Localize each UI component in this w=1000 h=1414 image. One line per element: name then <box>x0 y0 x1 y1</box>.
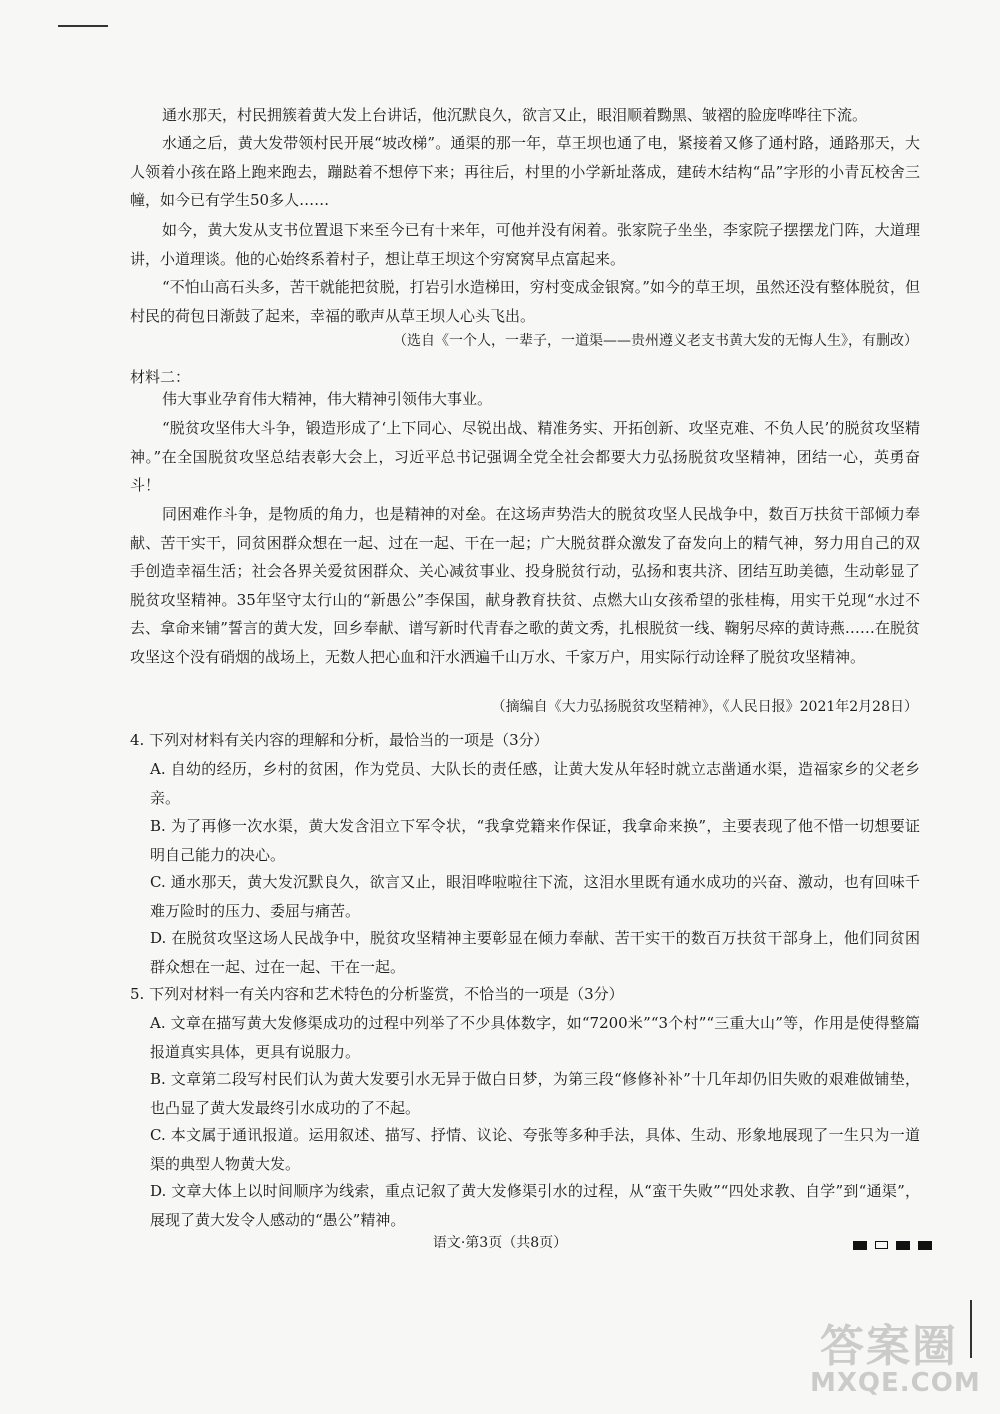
material1-paragraph: 通水那天，村民拥簇着黄大发上台讲话，他沉默良久，欲言又止，眼泪顺着黝黑、皱褶的脸庞哗哗往下流。 <box>162 106 868 124</box>
watermark-url: MXQE.COM <box>810 1368 981 1398</box>
solid-block-mark <box>918 1241 932 1250</box>
question-4-option-c: C. 通水那天，黄大发沉默良久，欲言又止，眼泪哗啦啦往下流，这泪水里既有通水成功的兴奋、激动，也有回味千难万险时的压力、委屈与痛苦。 <box>150 873 920 920</box>
material2-paragraph: “脱贫攻坚伟大斗争，锻造形成了‘上下同心、尽锐出战、精准务实、开拓创新、攻坚克难、不负人民’的脱贫攻坚精神。”在全国脱贫攻坚总结表彰大会上，习近平总书记强调全党全社会都要大力弘扬脱贫攻坚精神，团结一心，英勇奋斗！ <box>130 419 920 495</box>
watermark <box>800 1310 980 1410</box>
page-footer: 语文·第3页（共8页） <box>432 1235 568 1251</box>
question-5-option-a: A. 文章在描写黄大发修渠成功的过程中列举了不少具体数字，如“7200米”“3个村”“三重大山”等，作用是使得整篇报道真实具体，更具有说服力。 <box>150 1014 920 1061</box>
question-5-stem: 5. 下列对材料一有关内容和艺术特色的分析鉴赏，不恰当的一项是（3分） <box>130 985 624 1003</box>
question-4-stem: 4. 下列对材料有关内容的理解和分析，最恰当的一项是（3分） <box>130 731 549 749</box>
question-4-option-b: B. 为了再修一次水渠，黄大发含泪立下军令状，“我拿党籍来作保证，我拿命来换”，主要表现了他不惜一切想要证明自己能力的决心。 <box>150 817 920 864</box>
material2-paragraph: 同困难作斗争，是物质的角力，也是精神的对垒。在这场声势浩大的脱贫攻坚人民战争中，数百万扶贫干部倾力奉献、苦干实干，同贫困群众想在一起、过在一起、干在一起；广大脱贫群众激发了奋发向上的精气神，努力用自己的双手创造幸福生活；社会各界关爱贫困群众、关心减贫事业、投身脱贫行动，弘扬和衷共济、团结互助美德，生动彰显了脱贫攻坚精神。35年坚守太行山的“新愚公”李保国，献身教育扶贫、点燃大山女孩希望的张桂梅，用实干兑现“水过不去、拿命来铺”誓言的黄大发，回乡奉献、谱写新时代青春之歌的黄文秀，扎根脱贫一线、鞠躬尽瘁的黄诗燕……在脱贫攻坚这个没有硝烟的战场上，无数人把心血和汗水洒遍千山万水、千家万户，用实际行动诠释了脱贫攻坚精神。 <box>130 505 920 666</box>
watermark-logo: 答案圈 <box>820 1321 958 1372</box>
material1-paragraph: “不怕山高石头多，苦干就能把贫脱，打岩引水造梯田，穷村变成金银窝。”如今的草王坝，虽然还没有整体脱贫，但村民的荷包日渐鼓了起来，幸福的歌声从草王坝人心头飞出。 <box>130 278 920 325</box>
material1-paragraph: 水通之后，黄大发带领村民开展“坡改梯”。通渠的那一年，草王坝也通了电，紧接着又修了通村路，通路那天，大人领着小孩在路上跑来跑去，蹦跶着不想停下来；再往后，村里的小学新址落成，建砖木结构“品”字形的小青瓦校舍三幢，如今已有学生50多人…… <box>130 134 920 210</box>
material1-paragraph: 如今，黄大发从支书位置退下来至今已有十来年，可他并没有闲着。张家院子坐坐，李家院子摆摆龙门阵，大道理讲，小道理谈。他的心始终系着村子，想让草王坝这个穷窝窝早点富起来。 <box>130 221 920 268</box>
question-5-option-d: D. 文章大体上以时间顺序为线索，重点记叙了黄大发修渠引水的过程，从“蛮干失败”“四处求教、自学”到“通渠”，展现了黄大发令人感动的“愚公”精神。 <box>150 1182 920 1229</box>
question-5-option-c: C. 本文属于通讯报道。运用叙述、描写、抒情、议论、夸张等多种手法，具体、生动、形象地展现了一生只为一道渠的典型人物黄大发。 <box>150 1126 920 1173</box>
solid-block-mark <box>853 1241 867 1250</box>
question-4-option-d: D. 在脱贫攻坚这场人民战争中，脱贫攻坚精神主要彰显在倾力奉献、苦干实干的数百万扶贫干部身上，他们同贫困群众想在一起、过在一起、干在一起。 <box>150 929 920 976</box>
material2-paragraph: 伟大事业孕育伟大精神，伟大精神引领伟大事业。 <box>162 390 493 408</box>
hollow-block-mark <box>875 1241 888 1249</box>
page-marks <box>853 1241 932 1250</box>
material2-label: 材料二： <box>130 368 191 386</box>
solid-block-mark <box>896 1241 910 1250</box>
material2-source: （摘编自《大力弘扬脱贫攻坚精神》，《人民日报》2021年2月28日） <box>491 699 918 715</box>
material1-source: （选自《一个人，一辈子，一道渠——贵州遵义老支书黄大发的无悔人生》，有删改） <box>393 333 918 349</box>
scan-edge-line <box>58 25 108 27</box>
question-4-option-a: A. 自幼的经历，乡村的贫困，作为党员、大队长的责任感，让黄大发从年轻时就立志凿通水渠，造福家乡的父老乡亲。 <box>150 760 920 807</box>
question-5-option-b: B. 文章第二段写村民们认为黄大发要引水无异于做白日梦，为第三段“修修补补”十几年却仍旧失败的艰难做铺垫，也凸显了黄大发最终引水成功的了不起。 <box>150 1070 920 1117</box>
